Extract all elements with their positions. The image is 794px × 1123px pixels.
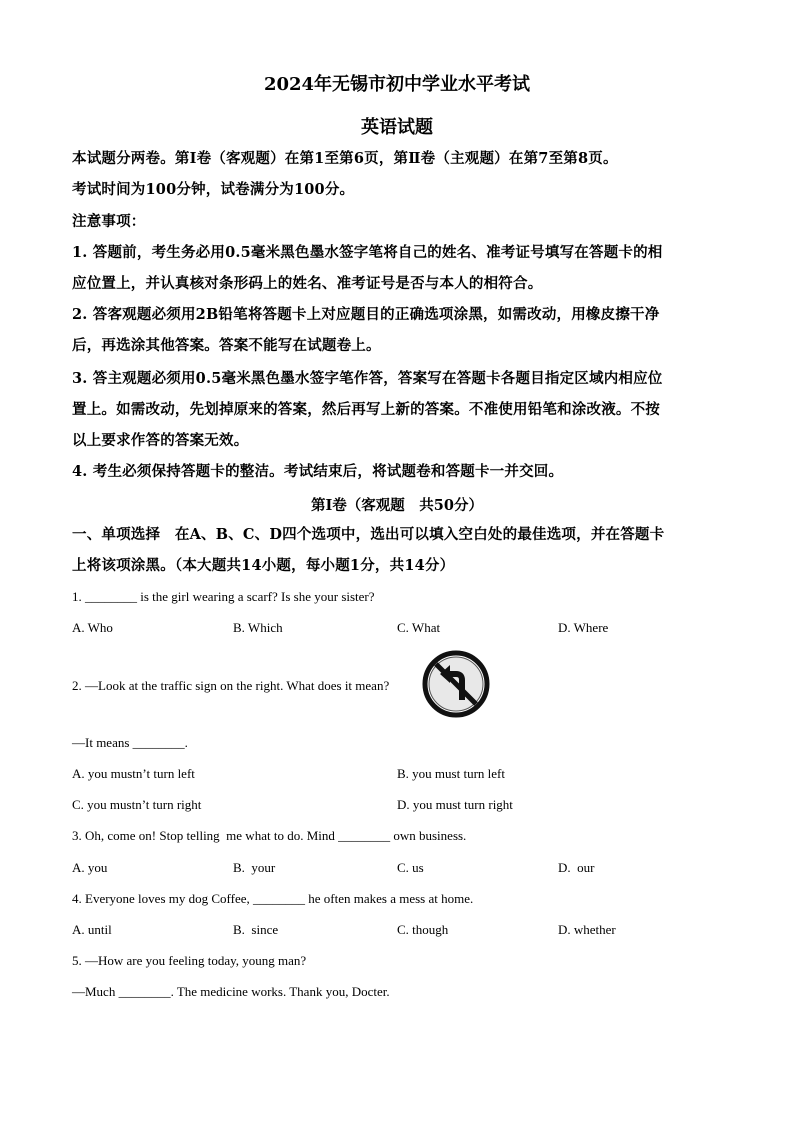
question-5-stem: 5. —How are you feeling today, young man?	[72, 953, 307, 968]
note-2-line-1: 2. 答客观题必须用2B铅笔将答题卡上对应题目的正确选项涂黑，如需改动，用橡皮擦干净	[72, 306, 660, 323]
question-2-answer-line: —It means ________.	[72, 735, 188, 750]
question-3-option-b[interactable]: B. your	[233, 860, 276, 875]
question-2-option-b[interactable]: B. you must turn left	[397, 766, 505, 781]
question-5-answer-line: —Much ________. The medicine works. Thank you, Docter.	[72, 984, 390, 999]
question-1-option-c[interactable]: C. What	[397, 620, 441, 635]
instruction-intro-1: 本试题分两卷。第Ⅰ卷（客观题）在第1至第6页，第Ⅱ卷（主观题）在第7至第8页。	[72, 150, 618, 167]
question-2-stem: 2. —Look at the traffic sign on the right. What does it mean?	[72, 678, 390, 693]
question-4-option-b[interactable]: B. since	[233, 922, 279, 937]
question-3-stem: 3. Oh, come on! Stop telling me what to do. Mind ________ own business.	[72, 828, 467, 843]
section-title-line-1: 一、单项选择 在A、B、C、D四个选项中，选出可以填入空白处的最佳选项，并在答题卡	[72, 526, 665, 543]
note-2-line-2: 后，再选涂其他答案。答案不能写在试题卷上。	[72, 337, 381, 354]
exam-title: 2024年无锡市初中学业水平考试	[263, 74, 531, 95]
question-3-option-d[interactable]: D. our	[558, 860, 595, 875]
note-4: 4. 考生必须保持答题卡的整洁。考试结束后，将试题卷和答题卡一并交回。	[72, 463, 564, 480]
question-4-stem: 4. Everyone loves my dog Coffee, ________ he often makes a mess at home.	[72, 891, 474, 906]
note-3-line-3: 以上要求作答的答案无效。	[72, 432, 249, 449]
note-1-line-1: 1. 答题前，考生务必用0.5毫米黑色墨水签字笔将自己的姓名、准考证号填写在答题卡的相	[72, 244, 663, 261]
note-3-line-2: 置上。如需改动，先划掉原来的答案，然后再写上新的答案。不准使用铅笔和涂改液。不按	[72, 401, 660, 418]
question-4-option-d[interactable]: D. whether	[558, 922, 616, 937]
note-3-line-1: 3. 答主观题必须用0.5毫米黑色墨水签字笔作答，答案写在答题卡各题目指定区域内相应位	[72, 370, 663, 387]
question-3-option-c[interactable]: C. us	[397, 860, 424, 875]
question-4-option-c[interactable]: C. though	[397, 922, 449, 937]
exam-subtitle: 英语试题	[361, 117, 433, 138]
question-2-option-c[interactable]: C. you mustn’t turn right	[72, 797, 202, 812]
question-1-option-a[interactable]: A. Who	[72, 620, 113, 635]
question-2-option-a[interactable]: A. you mustn’t turn left	[72, 766, 195, 781]
part-1-heading: 第Ⅰ卷（客观题 共50分）	[311, 497, 483, 514]
question-4-option-a[interactable]: A. until	[72, 922, 112, 937]
question-3-option-a[interactable]: A. you	[72, 860, 108, 875]
question-1-option-b[interactable]: B. Which	[233, 620, 283, 635]
no-left-turn-sign-icon	[422, 650, 490, 718]
question-1-stem: 1. ________ is the girl wearing a scarf? Is she your sister?	[72, 589, 375, 604]
question-2-option-d[interactable]: D. you must turn right	[397, 797, 513, 812]
instruction-intro-2: 考试时间为100分钟，试卷满分为100分。	[72, 181, 355, 198]
section-title-line-2: 上将该项涂黑。（本大题共14小题，每小题1分，共14分）	[72, 557, 455, 574]
question-1-option-d[interactable]: D. Where	[558, 620, 609, 635]
notes-title: 注意事项：	[72, 213, 146, 230]
note-1-line-2: 应位置上，并认真核对条形码上的姓名、准考证号是否与本人的相符合。	[72, 275, 543, 292]
